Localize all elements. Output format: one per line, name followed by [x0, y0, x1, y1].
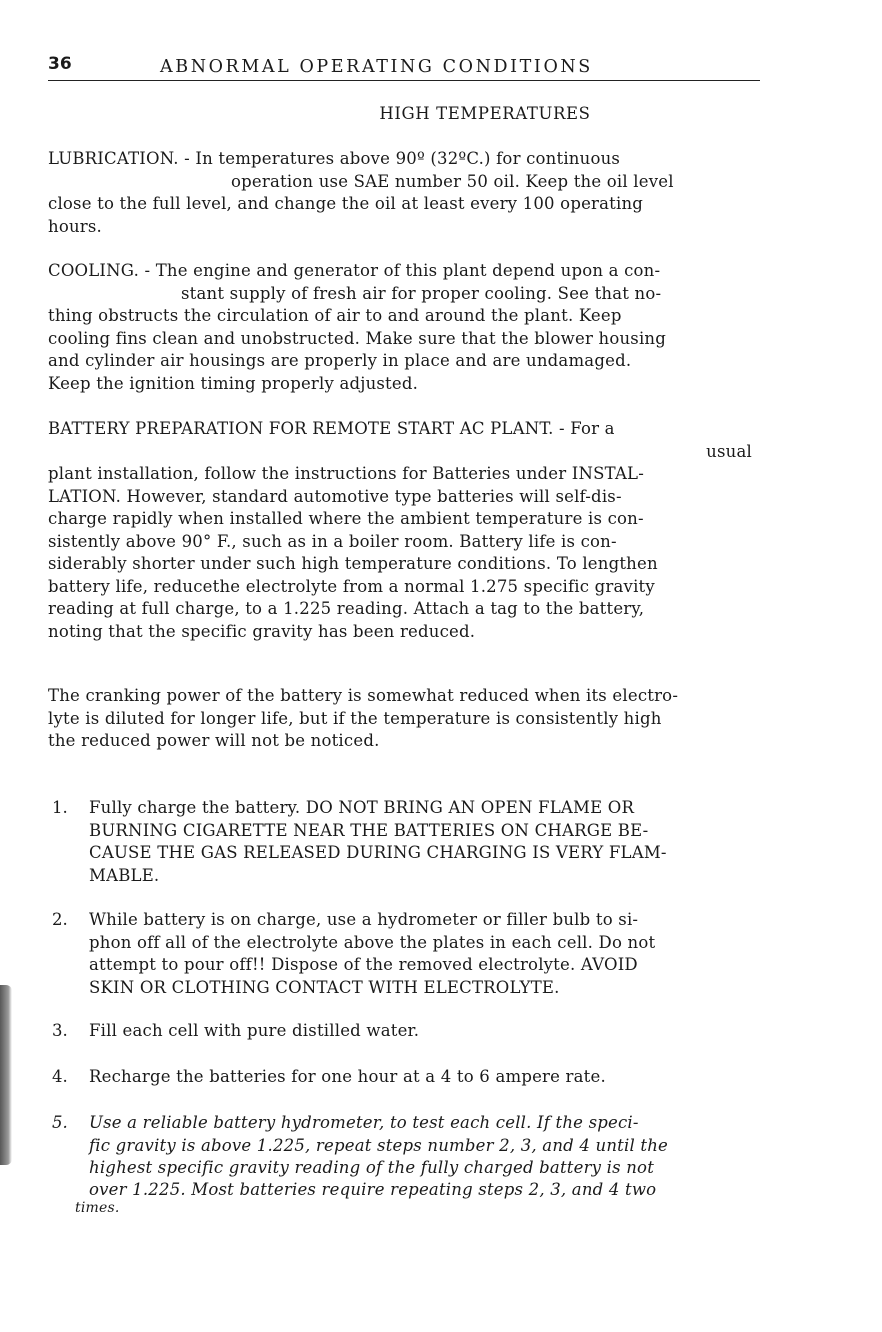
text-line: BURNING CIGARETTE NEAR THE BATTERIES ON CHARGE BE-: [89, 820, 649, 840]
list-item: [52, 1020, 762, 1043]
text-line: fic gravity is above 1.225, repeat steps number 2, 3, and 4 until the: [89, 1135, 669, 1155]
text-line: Recharge the batteries for one hour at a 4 to 6 ampere rate.: [89, 1067, 606, 1086]
paragraph-cooling: [48, 260, 762, 395]
step-list: [52, 797, 762, 887]
step-number: 3.: [52, 1021, 68, 1040]
text-line: thing obstructs the circulation of air to and around the plant. Keep: [48, 306, 622, 325]
text-line: Fill each cell with pure distilled water.: [89, 1021, 420, 1040]
text-line: Use a reliable battery hydrometer, to test each cell. If the speci-: [89, 1113, 639, 1132]
text-line: LATION. However, standard automotive type batteries will self-dis-: [48, 486, 622, 506]
text-line: attempt to pour off!! Dispose of the removed electrolyte. AVOID: [89, 955, 638, 974]
text-line: the reduced power will not be noticed.: [48, 731, 380, 750]
text-line: BATTERY PREPARATION FOR REMOTE START AC PLANT. - For a: [48, 419, 615, 438]
text-line: plant installation, follow the instructions for Batteries under INSTAL-: [48, 464, 644, 483]
page-number: 36: [48, 54, 72, 74]
running-title: ABNORMAL OPERATING CONDITIONS: [160, 57, 593, 77]
scan-edge-shadow: [0, 985, 12, 1165]
text-line: sistently above 90° F., such as in a boiler room. Battery life is con-: [48, 531, 617, 551]
text-line: battery life, reducethe electrolyte from a normal 1.275 specific gravity: [48, 576, 655, 596]
step-list: [52, 1112, 762, 1216]
text-line: phon off all of the electrolyte above the plates in each cell. Do not: [89, 932, 656, 952]
step-number: 2.: [52, 910, 68, 929]
text-line: usual: [706, 441, 752, 461]
text-line: over 1.225. Most batteries require repeating steps 2, 3, and 4 two: [89, 1179, 657, 1199]
list-item: [52, 909, 762, 999]
text-line: While battery is on charge, use a hydrometer or filler bulb to si-: [89, 910, 639, 929]
list-item: [52, 1066, 762, 1089]
text-line: siderably shorter under such high temperature conditions. To lengthen: [48, 554, 658, 573]
paragraph-lubrication: [48, 148, 762, 238]
text-line: stant supply of fresh air for proper cooling. See that no-: [181, 283, 662, 303]
text-line: operation use SAE number 50 oil. Keep the oil level: [231, 171, 674, 191]
text-line: close to the full level, and change the oil at least every 100 operating: [48, 194, 644, 213]
text-line: LUBRICATION. - In temperatures above 90º (32ºC.) for continuous: [48, 149, 621, 168]
text-line: Keep the ignition timing properly adjusted.: [48, 373, 419, 393]
step-list: [52, 1020, 762, 1043]
text-line: CAUSE THE GAS RELEASED DURING CHARGING IS VERY FLAM-: [89, 843, 667, 862]
text-line: Fully charge the battery. DO NOT BRING AN OPEN FLAME OR: [89, 798, 635, 817]
paragraph-cranking-power: [48, 685, 762, 753]
section-title: HIGH TEMPERATURES: [379, 104, 591, 123]
text-line: cooling fins clean and unobstructed. Make sure that the blower housing: [48, 328, 667, 348]
text-line: highest specific gravity reading of the fully charged battery is not: [89, 1158, 655, 1177]
step-list: [52, 1066, 762, 1089]
text-line: noting that the specific gravity has been reduced.: [48, 621, 476, 641]
list-item: [52, 1112, 762, 1216]
step-number: 5.: [52, 1113, 68, 1132]
text-line: times.: [75, 1199, 120, 1216]
text-line: reading at full charge, to a 1.225 reading. Attach a tag to the battery,: [48, 599, 645, 618]
text-line: The cranking power of the battery is somewhat reduced when its electro-: [48, 686, 679, 705]
text-line: and cylinder air housings are properly in place and are undamaged.: [48, 351, 632, 370]
step-list: [52, 909, 762, 999]
text-line: SKIN OR CLOTHING CONTACT WITH ELECTROLYTE.: [89, 977, 560, 997]
text-line: charge rapidly when installed where the ambient temperature is con-: [48, 509, 644, 528]
list-item: [52, 797, 762, 887]
step-number: 4.: [52, 1067, 68, 1086]
step-number: 1.: [52, 798, 68, 817]
text-line: COOLING. - The engine and generator of this plant depend upon a con-: [48, 261, 661, 280]
page-header: [48, 54, 760, 81]
paragraph-battery-preparation: [48, 418, 762, 643]
text-line: hours.: [48, 216, 102, 236]
text-line: MABLE.: [89, 865, 160, 885]
text-line: lyte is diluted for longer life, but if the temperature is consistently high: [48, 708, 662, 728]
